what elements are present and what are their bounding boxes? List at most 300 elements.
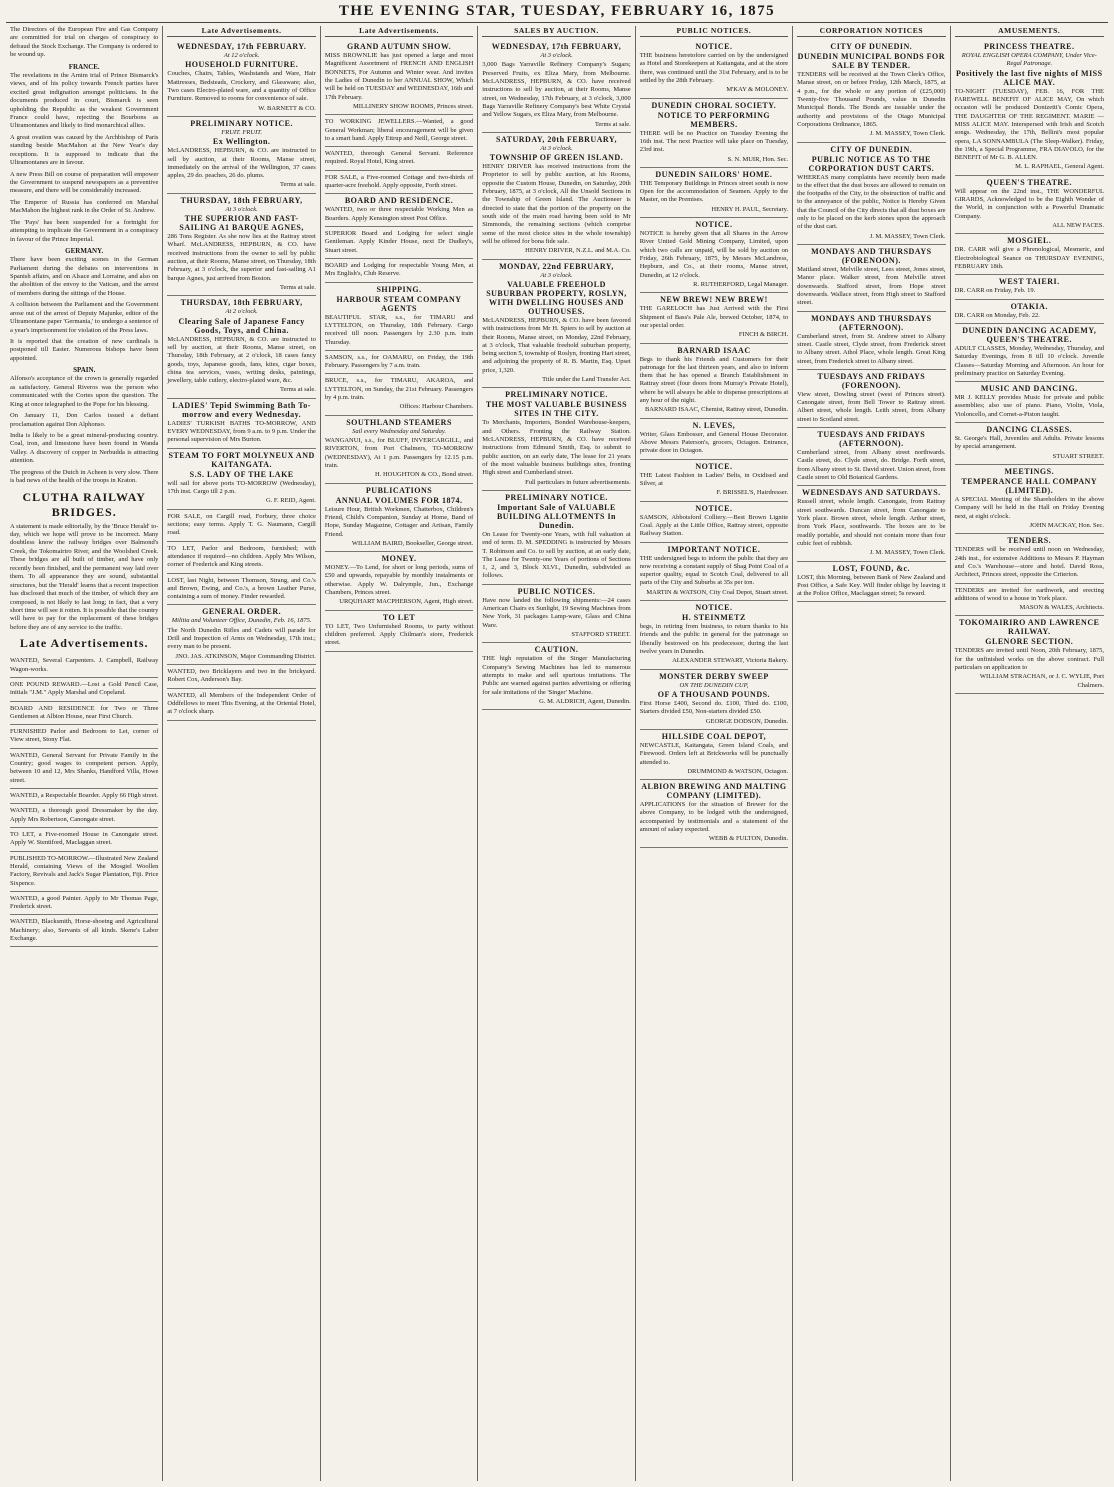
advertisement [325, 374, 473, 415]
ad-signature: FINCH & BIRCH. [738, 331, 789, 339]
ad-title: SATURDAY, 20th FEBRUARY, [496, 134, 617, 144]
ad-subtitle: DUNEDIN MUNICIPAL BONDS FOR SALE BY TENDER. [797, 52, 946, 70]
classified-ad [10, 702, 158, 726]
classified-ad [10, 678, 158, 702]
ad-subtitle: HARBOUR STEAM COMPANY AGENTS [336, 294, 462, 313]
ad-title: THURSDAY, 18th FEBRUARY, [180, 298, 303, 308]
advertisement [325, 227, 473, 259]
late-ads-heading: Late Advertisements. [19, 636, 149, 651]
advertisement [167, 542, 315, 574]
ad-signature: MASON & WALES, Architects. [1019, 604, 1104, 612]
advertisement [640, 730, 788, 780]
ad-tagline: At 12 o'clock. [223, 52, 260, 59]
ad-list [325, 40, 473, 652]
column-heading: PUBLIC NOTICES. [640, 26, 788, 37]
advertisement [955, 234, 1104, 275]
ad-tagline: At 3 o'clock. [540, 144, 573, 152]
ad-signature: Full particulars in future advertisements. [525, 478, 631, 486]
advertisement [325, 351, 473, 375]
ad-signature: WILLIAM BAIRD, Bookseller, George street. [351, 539, 474, 547]
advertisement [955, 616, 1104, 694]
ad-title: DUNEDIN CHORAL SOCIETY. [651, 100, 777, 110]
classified-ad [10, 828, 158, 852]
advertisement [640, 293, 788, 343]
ad-signature: MARTIN & WATSON, City Coal Depot, Stuart street. [646, 588, 789, 596]
advertisement [640, 543, 788, 602]
late-ads-list [10, 654, 158, 947]
ad-tagline: ROYAL ENGLISH OPERA COMPANY, Under Vice-Regal Patronage. [961, 52, 1097, 68]
ad-signature: F. BRISSEL'S, Hairdresser. [716, 489, 789, 497]
clutha-article: A statement is made editorially, by the 'Bruce Herald' to-day, which we hope will prove to be incorrect. Many doubtless know the railway bridges over Balmond's Creek, the Tokomairiro River, and the Woolshed Creek. These bridges are all built of timber, and have only recently been finished, and the permanent way laid over them. To all appearance they are sound, substantial structures, but the 'Herald' learns that a recent inspection has disclosed that much of the timber, of which they are composed, is not likely to last long; in fact, that a very short time will see it rotten. It is possible that the country will have to pay for the replacement of these bridges before they are of any service to the traffic. [10, 522, 159, 631]
classified-ad [10, 915, 158, 947]
advertisement [325, 259, 473, 283]
advertisement [640, 218, 788, 293]
ad-title: MONDAY, 22nd FEBRUARY, [499, 261, 614, 271]
ad-list [797, 40, 945, 602]
ad-body: THE high reputation of the Singer Manufacturing Company's Sewing Machines has led to numerous attempts to make and sell spurious imitations. The Public are warned against parties advertising or offering for sale imitations of the 'Singer' Machine. [482, 655, 631, 696]
ad-title: OTAKIA. [1010, 301, 1048, 311]
advertisement [482, 491, 630, 585]
ad-title: MOSGIEL. [1007, 236, 1052, 246]
ad-signature: W. BARNETT & CO. [258, 104, 316, 112]
newspaper-title: THE EVENING STAR, TUESDAY, FEBRUARY 16, 1875 [338, 3, 776, 19]
ad-signature: ALL NEW FACES. [1052, 222, 1104, 229]
ad-tagline: At 3 o'clock. [540, 271, 573, 279]
ad-tagline: ON THE DUNEDIN CUP, [679, 681, 749, 689]
ad-title: PRELIMINARY NOTICE. [505, 492, 608, 502]
ad-body: 286 Tons Register. As she now lies at the Rattray street Wharf. McLANDRESS, HEPBURN, & CO. have received instructions from the owner to sell by public auction, at their Rooms, Manse street, on Thursday, 18th February, at 3 o'clock, the superior and fast-sailing A1 barque Agnes, just arrived from Boston. [167, 233, 316, 282]
ad-title: TOKOMAIRIRO AND LAWRENCE RAILWAY. [959, 618, 1100, 637]
ad-tagline: Sail every Wednesday and Saturday. [352, 427, 447, 435]
ad-body: APPLICATIONS for the situation of Brewer for the above Company, to be lodged with the undersigned, accompanied by testimonials and a statement of the amount of salary expected. [639, 801, 789, 834]
ad-body: WHEREAS many complaints have recently been made to the effect that the dust boxes are allowed to remain on the footpaths of the City, to the obstruction of traffic and to the annoyance of the public, Notice is Hereby Given that the Council of the City directs that all dust boxes are only to be placed on the kerb stones upon the approach of the dust cart. [797, 173, 946, 231]
ad-text: WANTED, a thorough good Dressmaker by the day. Apply Mrs Robertson, Canongate street. [10, 807, 159, 823]
ad-body: Maitland street, Melville street, Lees street, Jones street, Manor place. Walker street, from Melville street downwards. Stafford street, from Hope street downwards. Wallace street, from High street to Stafford street. [797, 266, 946, 307]
ad-title: GRAND AUTUMN SHOW. [347, 42, 452, 51]
ad-subtitle: HOUSEHOLD FURNITURE. [185, 60, 299, 70]
ad-title: MONDAYS AND THURSDAYS (FORENOON). [811, 247, 932, 265]
ad-signature: Terms at sale. [280, 181, 316, 189]
section-france: FRANCE. [68, 62, 100, 71]
ad-title: PUBLIC NOTICES. [517, 586, 596, 596]
advertisement [325, 611, 473, 652]
ad-list [640, 40, 788, 848]
ad-signature: Title under the Land Transfer Act. [542, 376, 631, 384]
ad-body: THE business heretofore carried on by the undersigned as Hotel and Storekeepers at Kaitangata, and at the store there, was continued until the 31st February, and is to be settled by the 28th February. [639, 52, 789, 84]
news-paragraph: The 'Pays' has been suspended for a fortnight for attempting to implicate the Government in a conspiracy in favour of the Prince Imperial. [10, 218, 159, 243]
advertisement [167, 574, 315, 606]
column-2 [163, 26, 320, 1481]
ad-body: DR. CARR will give a Phrenological, Mesmeric, and Electrobiological Seance on THURSDAY EVENING, FEBRUARY 18th. [954, 246, 1104, 270]
ad-text: FURNISHED Parlor and Bedroom to Let, corner of View street, Stony Flat. [10, 728, 159, 744]
ad-subtitle: THE SUPERIOR AND FAST-SAILING A1 BARQUE AGNES, [179, 214, 304, 233]
advertisement [797, 40, 945, 143]
ad-signature: MILLINERY SHOW ROOMS, Princes street. [353, 102, 474, 110]
ad-body: McLANDRESS, HEPBURN, & CO. have been favored with instructions from Mr H. Spiers to sell by auction at their Rooms, Manse street, on Monday, 22nd February, at 3 o'clock, That valuable freehold suburban property, being section 5, township of Roslyn, fronting Hart street, and adjoining the property of R. B. Martin, Esq. Upset price, 1,320. [482, 316, 631, 374]
ad-tagline: At 2 o'clock. [225, 308, 258, 316]
ad-body: THE Temporary Buildings in Princes street south is now Open for the accommodation of Seamen. Apply to the Master, on the Premises. [639, 179, 789, 204]
ad-subtitle: VALUABLE FREEHOLD SUBURBAN PROPERTY, ROSLYN, WITH DWELLING HOUSES AND OUTHOUSES. [486, 279, 627, 316]
ad-signature: BARNARD ISAAC, Chemist, Rattray street, Dunedin. [644, 406, 789, 414]
advertisement [482, 260, 630, 389]
advertisement [955, 300, 1104, 324]
ad-body: BOARD and Lodging for respectable Young Men, at Mrs English's, Club Reserve. [324, 261, 474, 278]
advertisement [167, 194, 315, 297]
advertisement [955, 176, 1104, 235]
ad-signature: H. HOUGHTON & CO., Bond street. [375, 471, 474, 479]
ad-signature: Terms at sale. [280, 283, 316, 291]
ad-subtitle: NOTICE TO PERFORMING MEMBERS. [657, 110, 771, 129]
advertisement [167, 40, 315, 117]
ad-body: View street, Dowling street (west of Princes street). Canongate street, from Bell Tower to Rattray street. Albert street, whole length. Leith street, from Albany street to Scotland street. [797, 390, 946, 423]
advertisement [955, 324, 1104, 382]
news-paragraph: There have been exciting scenes in the German Parliament during the debates on interventions in Spanish affairs, and on Alsace and Lorraine, and also on the abolition of the envoy to the Vatican, and the arrest of members during the sittings of the House. [10, 256, 159, 297]
news-paragraph: The revelations in the Arnim trial of Prince Bismarck's views, and of his policy towards French parties have excited great indignation amongst politicians. In the documents produced in court, Bismarck is seen upholding the Republic as the weakest Government France could have, rejecting the Bourbons as Ultramontanes and likely to find monarchical allies. [10, 71, 159, 130]
advertisement [955, 382, 1104, 423]
advertisement [955, 275, 1104, 299]
advertisement [325, 40, 473, 115]
ad-title: NOTICE. [695, 603, 733, 613]
ad-body: McLANDRESS, HEPBURN, & CO. are instructed to sell by auction, at their Rooms, Manse street, immediately on the arrival of the Wellington, 37 cases apples, 29 do. peaches, 26 do. plums. [167, 147, 316, 180]
ad-title: TO LET [382, 612, 416, 622]
ad-subtitle: S.S. LADY OF THE LAKE [189, 469, 294, 479]
ad-body: WANTED, all Members of the Independent Order of Oddfellows to meet This Evening, at the Oriental Hotel, at 7 o'clock sharp. [167, 691, 316, 716]
column-7 [951, 26, 1108, 1481]
news-paragraph: Alfonso's acceptance of the crown is generally regarded as satisfactory. General Riveros was the person who communicated with the Cortes upon the question. The King at once telegraphed to the Pope for his blessing. [10, 375, 159, 408]
ad-title: CAUTION. [534, 645, 579, 655]
ad-body: THE undersigned begs to inform the public that they are now receiving a constant supply of Shag Point Coal of a superior quality, equal to Scotch Coal, delivered to all parts of the City and Suburbs at 35s per ton. [639, 554, 789, 587]
ad-title: PRINCESS THEATRE. [984, 42, 1075, 51]
ad-text: WANTED, Blacksmith, Horse-shoeing and Agricultural Machinery; also, Servants of all kinds. Skene's Labor Exchange. [10, 918, 159, 943]
ad-subtitle: H. STEINMETZ [682, 613, 746, 623]
advertisement [640, 99, 788, 168]
ad-signature: HENRY H. PAUL, Secretary. [711, 205, 789, 213]
ad-body: St. George's Hall, Juveniles and Adults. Private lessons by special arrangement. [954, 435, 1104, 451]
ad-list [167, 40, 315, 721]
advertisement [482, 585, 630, 644]
advertisement [325, 147, 473, 171]
advertisement [640, 502, 788, 543]
ad-body: TO LET, Parlor and Bedroom, furnished; with attendance if required—no children. Apply Mrs Wilson, corner of Frederick and King streets. [167, 544, 316, 569]
ad-signature: S. N. MUIR, Hon. Sec. [727, 155, 789, 163]
advertisement [955, 465, 1104, 534]
classified-ad [10, 789, 158, 804]
ad-title: TUESDAYS AND FRIDAYS (FORENOON). [817, 371, 926, 390]
ad-body: Cumberland street, from Albany street northwards. Castle street, do. Clyde street, do. Bridge. Forth street, from Albany street to St. David street. Union street, from Castle street to Old Botanical Gardens. [797, 449, 946, 481]
ad-signature: Terms at sale. [594, 120, 631, 128]
ad-signature: WILLIAM STRACHAN, or J. C. WYLIE, Port Chalmers. [979, 673, 1104, 689]
ad-body: First Horse £400, Second do. £100, Third do. £100, Starters divided £50, Non-starters divided £50. [639, 699, 789, 716]
ad-title: CITY OF DUNEDIN. [830, 144, 913, 154]
ad-title: DUNEDIN SAILORS' HOME. [655, 169, 773, 179]
ad-signature: STUART STREET. [1052, 452, 1104, 460]
ad-text: PUBLISHED TO-MORROW.—Illustrated New Zealand Herald, containing Views of the Mosgiel Woollen Factory, Revivals and Jack's Sugar Plantation, Fiji. Price Sixpence. [10, 854, 159, 887]
ad-body: FOR SALE, on Cargill road, Forbury, three choice sections; easy terms. Apply T. G. Naumann, Cargill road. [167, 512, 316, 537]
advertisement [167, 399, 315, 449]
ad-body: SAMSON, s.s., for OAMARU, on Friday, the 19th February. Passengers by 7 a.m. train. [324, 353, 474, 370]
ad-title: IMPORTANT NOTICE. [667, 544, 761, 554]
advertisement [325, 552, 473, 611]
ad-signature: JNO. JAS. ATKINSON, Major Commanding District. [175, 652, 316, 660]
column-heading: AMUSEMENTS. [955, 26, 1104, 37]
ad-title: CITY OF DUNEDIN. [830, 42, 913, 51]
advertisement [797, 245, 945, 312]
ad-body: Couches, Chairs, Tables, Washstands and Ware, Hair Mattresses, Bedsteads, Crockery, and Glassware; also, Two cases Electro-plated ware, and a quantity of Office Furniture. Removed to rooms for convenience of sale. [167, 70, 316, 103]
ad-title: HILLSIDE COAL DEPOT, [661, 731, 767, 741]
ad-title: WEST TAIERI. [998, 277, 1060, 287]
advertisement [955, 40, 1104, 176]
ad-body: Russell street, whole length. Canongate, from Rattray street southwards. Duncan street, from Canongate to York place. Brown street, whole length. Arthur street, from York Place, southwards. The boxes are to be readily portable, and should not contain more than four cubic feet of rubbish. [797, 498, 946, 547]
ad-title: PUBLICATIONS [365, 485, 433, 495]
columns [6, 26, 1108, 1481]
advertisement [482, 133, 630, 260]
ad-signature: M. L. RAPHAEL, General Agent. [1015, 163, 1104, 171]
ad-body: The North Dunedin Rifles and Cadets will parade for Drill and Inspection of Arms on Wednesday, 17th inst.; every man to be present. [167, 626, 316, 651]
ad-body: MR J. KELLY provides Music for private and public assemblies; also use of piano. Piano, Violin, Viola, Violoncello, and Cornet-a-Piston taught. [954, 394, 1104, 418]
news-paragraph: The progress of the Dutch in Acheen is very slow. There is bad news of the health of the troops in Kraton. [10, 468, 159, 485]
advertisement [640, 780, 788, 848]
ad-list [482, 40, 630, 710]
ad-text: WANTED, a good Painter. Apply to Mr Thomas Page, Frederick street. [10, 894, 159, 911]
ad-subtitle: TEMPERANCE HALL COMPANY (LIMITED). [961, 477, 1098, 495]
ad-body: WANGANUI, s.s., for BLUFF, INVERCARGILL, and RIVERTON, from Port Chalmers, TO-MORROW (WEDNESDAY), At 1 p.m. Passengers by 12.15 p.m. train. [324, 437, 474, 469]
ad-subtitle: BARNARD ISAAC [677, 345, 751, 355]
advertisement [167, 665, 315, 689]
ad-subtitle: Clearing Sale of Japanese Fancy Goods, Toys, and China. [178, 316, 305, 335]
advertisement [640, 168, 788, 218]
ad-signature: STAFFORD STREET. [571, 631, 631, 638]
ad-title: MONSTER DERBY SWEEP [659, 671, 769, 681]
ad-body: DR. CARR on Monday, Feb. 22. [954, 311, 1040, 319]
ad-body: Cumberland street, from St. Andrew street to Albany street. Castle street, Clyde street, from Frederick street to Albany street. Athol Place, whole length. Great King street, from Frederick street to Albany street. [797, 332, 946, 365]
ad-body: THE Latest Fashion in Ladies' Belts, in Oxidised and Silver, at [639, 471, 789, 487]
advertisement [482, 643, 630, 710]
column-4 [478, 26, 635, 1481]
ad-title: NOTICE. [695, 220, 733, 230]
ad-tagline: FRUIT. FRUIT. [221, 128, 262, 136]
ad-text: WANTED, General Servant for Private Family in the Country; good wages to competent person. Apply, between 10 and 12, Mrs Shanks, Handford Villa, Howe street. [10, 751, 159, 784]
ad-title: DANCING CLASSES. [986, 425, 1073, 435]
news-paragraph: It is reported that the creation of new cardinals is postponed till Easter. Numerous bishops have been appointed. [10, 338, 159, 362]
ad-signature: G. M. ALDRICH, Agent, Dunedin. [539, 697, 631, 705]
ad-title: MEETINGS. [1004, 467, 1055, 476]
ad-body: TO WORKING JEWELLERS.—Wanted, a good General Workman; liberal encouragement will be given to a smart hand. Apply Ettrup and Neill, George street. [324, 118, 474, 142]
ad-tagline: Militia and Volunteer Office, Dunedin, Feb. 16, 1875. [171, 617, 312, 625]
ad-text: WANTED, Several Carpenters. J. Campbell, Railway Wagon-works. [10, 657, 159, 673]
advertisement [167, 510, 315, 542]
advertisement [167, 296, 315, 399]
advertisement [325, 416, 473, 484]
advertisement [640, 419, 788, 460]
advertisement [325, 194, 473, 227]
advertisement [640, 670, 788, 730]
ad-body: NOTICE is hereby given that all Shares in the Arrow River United Gold Mining Company, Limited, upon which two calls are unpaid, will be sold by auction on Friday, 26th February, 1875, by Messrs McLandress, Hepburn, and Co., at their rooms, Manse street, Dunedin, at 12 o'clock. [639, 230, 789, 279]
news-paragraph: A collision between the Parliament and the Government arose out of the arrest of Deputy Majunke, editor of the Ultramontane paper 'Germania,' to undergo a sentence of a year's imprisonment for violation of the Press laws. [10, 301, 159, 334]
ad-tagline: At 3 o'clock. [540, 52, 573, 59]
column-1 [6, 26, 163, 1481]
ad-signature: G. F. REID, Agent. [265, 497, 316, 505]
ad-title: SOUTHLAND STEAMERS [346, 417, 452, 427]
ad-tagline: At 3 o'clock. [225, 205, 258, 213]
ad-body: TENDERS are invited for earthwork, and erecting additions of wood to a house in York place. [954, 586, 1104, 602]
ad-subtitle: PUBLIC NOTICE AS TO THE CORPORATION DUST CARTS. [808, 154, 935, 173]
ad-subtitle: ANNUAL VOLUMES FOR 1874. [335, 495, 463, 505]
ad-signature: HENRY DRIVER, N.Z.L. and M.A. Co. [525, 247, 631, 255]
ad-body: HENRY DRIVER has received instructions from the Proprietor to sell by public auction, at his Rooms, opposite the Custom House, Dunedin, on Saturday, 20th February, 1875, at 3 o'clock, All the Unsold Sections in the Township of Green Island. The Auctioneer is directed to state that the portion of the property on the south side of the main road having been sold to Mr Simmonds, the remaining sections (which comprise some of the most choice sites in the whole township) will be offered for bona fide sale. [482, 163, 631, 245]
ad-body: ADULT CLASSES, Monday, Wednesday, Thursday, and Saturday Evenings, from 8 till 10 o'clock. Juvenile Classes—Saturday Morning and Afternoon. An hour for preliminary practice on Saturday Evening. [954, 344, 1104, 377]
advertisement [955, 534, 1104, 583]
ad-signature: URQUHART MACPHERSON, Agent, High street. [339, 598, 474, 606]
ad-body: Writer, Glass Embosser, and General House Decorator. Above Messrs Paterson's, grocers, Octagon. Entrance, private door in Octagon. [639, 430, 789, 455]
ad-body: LOST, last Night, between Thomson, Strang, and Co.'s and Brown, Ewing, and Co.'s, a brown Leather Purse, containing a sum of money. Finder rewarded. [167, 576, 316, 601]
ad-title: NEW BREW! NEW BREW! [660, 295, 768, 305]
ad-body: WANTED, thorough General Servant. Reference required. Royal Hotel, King street. [324, 150, 474, 166]
ad-body: BRUCE, s.s., for TIMARU, AKAROA, and LYTTELTON, on Sunday, the 21st February. Passengers by 4 p.m. train. [324, 377, 474, 402]
advertisement [955, 584, 1104, 617]
ad-title: GENERAL ORDER. [202, 607, 282, 617]
ad-signature: JOHN MACKAY, Hon. Sec. [1029, 521, 1104, 529]
ad-title: MONDAYS AND THURSDAYS (AFTERNOON). [811, 313, 932, 332]
ad-body: Will appear on the 22nd inst., THE WONDERFUL GIRARDS, Acknowledged to be the Eighth Wonder of the World, in conjunction with a Powerful Dramatic Company. [954, 187, 1104, 220]
ad-title: THURSDAY, 18th FEBRUARY, [180, 195, 303, 205]
ad-body: TENDERS are invited until Noon, 20th February, 1875, for the unfinished works on the above contract. Full particulars on application to [954, 647, 1104, 672]
ad-title: WEDNESDAY, 17th FEBRUARY, [491, 42, 622, 51]
advertisement [797, 312, 945, 370]
advertisement [797, 428, 945, 486]
intro-paragraph: The Directors of the European Fire and Gas Company are committed for trial on charges of conspiracy to defraud the Stock Exchange. The Company is ordered to be wound up. [10, 26, 159, 59]
ad-subtitle: LADIES' Tepid Swimming Bath To-morrow and every Wednesday. [172, 400, 311, 419]
ad-title: TENDERS. [1007, 536, 1052, 546]
advertisement [325, 171, 473, 195]
ad-title: ALBION BREWING AND MALTING COMPANY (LIMITED). [641, 782, 787, 801]
advertisement [640, 460, 788, 502]
advertisement [325, 115, 473, 147]
ad-title: WEDNESDAYS AND SATURDAYS. [802, 488, 941, 498]
masthead [0, 0, 1114, 24]
ad-subtitle: Positively the last five nights of MISS ALICE MAY. [955, 68, 1103, 87]
advertisement [640, 601, 788, 670]
column-heading: Late Advertisements. [325, 26, 473, 37]
news-paragraph: On January 11, Don Carlos issued a defiant proclamation against Don Alphonso. [10, 412, 159, 428]
ad-body: FOR SALE, a Five-roomed Cottage and two-thirds of quarter-acre freehold. Apply opposite, Forth street. [324, 173, 474, 190]
news-paragraph: A new Press Bill on course of preparation will empower the Government to suspend newspapers as a preventive measure, and there will be considerably increased. [10, 170, 159, 195]
section-germany: GERMANY. [65, 247, 104, 256]
ad-body: SAMSON, Abbotsford Colliery.—Best Brown Lignite Coal. Apply at the Little Office, Rattray street, opposite Railway Station. [639, 513, 789, 538]
ad-subtitle: THE MOST VALUABLE BUSINESS SITES IN THE CITY. [485, 400, 628, 419]
advertisement [955, 423, 1104, 465]
advertisement [797, 562, 945, 603]
ad-signature: J. M. MASSEY, Town Clerk. [869, 232, 946, 240]
ad-title: LOST, FOUND, &c. [832, 563, 911, 573]
ad-body: Begs to thank his Friends and Customers for their patronage for the last thirteen years, and also to inform them that he has opened a Branch Establishment in Rattray street (four doors from Murray's Private Hotel), where he will always be able to dispense prescriptions at any hour of the night. [639, 355, 789, 405]
advertisement [482, 388, 630, 491]
column-heading: SALES BY AUCTION. [482, 26, 630, 37]
advertisement [640, 40, 788, 99]
ad-body: Leisure Hour, British Workmen, Chatterbox, Children's Friend, Child's Companion, Sunday at Home, Band of Hope, Sunday Magazine, Cottager and Artisan, Family Friend. [324, 505, 474, 538]
column-5 [636, 26, 793, 1481]
ad-title: QUEEN'S THEATRE. [986, 177, 1073, 187]
ad-signature: DRUMMOND & WATSON, Octagon. [687, 767, 789, 775]
ad-body: begs, in retiring from business, to return thanks to his friends and the public in general for the patronage so liberally bestowed on his predecessor, during the last twelve years in Dunedin. [639, 623, 789, 655]
ad-body: MISS BROWNLIE has just opened a large and most Magnificent Assortment of FRENCH AND ENGLISH BONNETS, For Autumn and Winter wear. And invites the Ladies of Dunedin to her ANNUAL SHOW, Which will be held on TUESDAY and WEDNESDAY, 16th and 17th February. [324, 52, 474, 101]
advertisement [167, 449, 315, 510]
ad-signature: R. RUTHERFORD, Legal Manager. [693, 280, 789, 288]
ad-body: McLANDRESS, HEPBURN, & CO. are instructed to sell by auction, at their Rooms, Manse street, on Thursday, 18th February, at 2 o'clock, 18 cases fancy goods, toys, Japanese goods, fans, kites, cigar boxes, china tea services, vases, writing desks, paintings, jewellery, table cutlery, electro-plated ware, &c. [167, 335, 316, 385]
ad-subtitle: OF A THOUSAND POUNDS. [657, 689, 771, 699]
advertisement [167, 605, 315, 665]
classified-ad [10, 725, 158, 749]
ad-subtitle: Ex Wellington. [212, 137, 271, 147]
ad-subtitle: Important Sale of VALUABLE BUILDING ALLOTMENTS In Dunedin. [496, 502, 616, 530]
ad-body: WANTED, two or three respectable Working Men as Boarders. Apply Kensington street Post Office. [324, 206, 474, 222]
column-heading: CORPORATION NOTICES [797, 26, 945, 37]
ad-title: TUESDAYS AND FRIDAYS (AFTERNOON). [817, 430, 926, 449]
advertisement [797, 486, 945, 561]
ad-list [955, 40, 1104, 694]
ad-subtitle: N. LEVES, [692, 420, 736, 430]
ad-body: SUPERIOR Board and Lodging for select single Gentleman. Apply Kinder House, next Dr Dudley's, Stuart street. [324, 230, 474, 254]
ad-body: On Lease for Twenty-one Years, with full valuation at end of term. D. M. SPEDDING is instructed by Messrs T. Robinson and Co. to sell by auction, at an early date, The Lease for Twenty-one Years of portions of Sections 1, 2, and 3, Block XLVI., Dunedin, subdivided as follows. [482, 530, 631, 580]
ad-body: A SPECIAL Meeting of the Shareholders in the above Company will be held in the Hall on Friday Evening next, at eight o'clock. [954, 496, 1104, 520]
ad-body: TENDERS will be received at the Town Clerk's Office, Manse street, on or before Friday, 12th March, 1875, at 4 p.m., for the whole or any portion of (£25,000) Twenty-five Thousand Pounds, value in Dunedin Municipal Bonds. The Bonds are issuable under the authority and provisions of the Otago Municipal Corporations Ordinance, 1865. [797, 71, 946, 128]
ad-title: NOTICE. [695, 461, 733, 471]
classified-ad [10, 892, 158, 916]
ad-text: TO LET, a Five-roomed House in Canongate street. Apply W. Stentiford, Maclaggan street. [10, 830, 159, 847]
ad-subtitle: GLENORE SECTION. [985, 637, 1074, 647]
ad-title: WEDNESDAY, 17th FEBRUARY. [176, 42, 307, 51]
ad-signature: J. M. MASSEY, Town Clerk. [869, 130, 946, 138]
advertisement [325, 283, 473, 351]
ad-body: BEAUTIFUL STAR, s.s., for TIMARU and LYTTELTON, on Thursday, 18th February. Cargo received till noon. Passengers by 2.30 p.m. train Thursday. [324, 313, 474, 346]
ad-signature: J. M. MASSEY, Town Clerk. [869, 549, 946, 557]
ad-signature: Terms at sale. [280, 386, 316, 394]
masthead-rule [6, 22, 1108, 23]
ad-text: BOARD AND RESIDENCE for Two or Three Gentlemen at Albion House, near First Church. [10, 704, 159, 720]
ad-body: TO-NIGHT (TUESDAY), FEB. 16, FOR THE FAREWELL BENEFIT OF ALICE MAY, On which occasion will be produced Donizetti's Comic Opera, THE DAUGHTER OF THE REGIMENT. MARIE — MISS ALICE MAY. Interspersed with Irish and Scotch songs. Wednesday, the 17th, Bellini's most popular opera, LA SONNAMBULA (The Sleep-Walker). Friday, the 19th, a Special Programme, FRA DIAVOLO, for the BENEFIT of Mr G. B. ALLEN. [954, 87, 1104, 162]
column-6 [793, 26, 950, 1481]
ad-body: LOST, this Morning, between Bank of New Zealand and Post Office, a Safe Key. Will finder oblige by leaving it at the Police Office, Maclaggan street; 5s reward. [797, 573, 946, 598]
ad-body: Have now landed the following shipments:—24 cases American Chairs ex Sunlight, 19 Sewing Machines from New York, 31 packages Lamp-ware, Glass and China Ware. [482, 596, 631, 629]
advertisement [482, 40, 630, 133]
ad-body: WANTED, two Bricklayers and two in the brickyard. Robert Cox, Anderson's Bay. [167, 668, 316, 684]
ad-title: STEAM TO FORT MOLYNEUX AND KAITANGATA. [168, 450, 315, 469]
ad-body: TO LET, Two Unfurnished Rooms, to party without children preferred. Apply Chilman's store, Frederick street. [324, 622, 474, 647]
ad-subtitle: TOWNSHIP OF GREEN ISLAND. [489, 153, 624, 163]
column-3 [321, 26, 478, 1481]
ad-signature: M'KAY & MOLONEY. [726, 86, 789, 94]
classified-ad [10, 804, 158, 828]
ad-title: NOTICE. [695, 503, 733, 513]
classified-ad [10, 654, 158, 678]
ad-body: THERE will be no Practice on Tuesday Evening the 16th inst. The next Practice will take place on Tuesday, 23rd inst. [639, 129, 789, 154]
advertisement [167, 117, 315, 194]
ad-text: ONE POUND REWARD.—Lost a Gold Pencil Case, initials "J.M." Apply Marshal and Copeland. [10, 680, 159, 697]
ad-title: DUNEDIN DANCING ACADEMY, QUEEN'S THEATRE. [962, 325, 1097, 344]
ad-title: MONEY. [381, 554, 417, 564]
ad-body: TENDERS will be received until noon on Wednesday, 24th inst., for extensive Additions to Messrs P. Hayman and Co.'s Warehouse—store and hotel. David Ross, Architect, Princes street, opposite the Criterion. [954, 546, 1104, 579]
advertisement [797, 370, 945, 428]
advertisement [797, 143, 945, 246]
advertisement [640, 344, 788, 419]
clutha-heading: CLUTHA RAILWAY BRIDGES. [22, 489, 146, 519]
section-spain: SPAIN. [73, 366, 96, 375]
ad-body: NEWCASTLE, Kaitangata, Green Island Coals, and Firewood. Orders left at Brickworks will be punctually attended to. [639, 741, 789, 766]
news-paragraph: A great ovation was caused by the Archbishop of Paris standing beside MacMahon at the New Year's day receptions. It is supposed to indicate that the Ultramontanes are in favour. [10, 133, 159, 167]
ad-signature: GEORGE DODSON, Dunedin. [705, 717, 789, 725]
ad-title: PRELIMINARY NOTICE. [190, 118, 293, 128]
ad-title: PRELIMINARY NOTICE. [505, 390, 608, 400]
ad-body: MONEY.—To Lend, for short or long periods, sums of £50 and upwards, repayable by monthly instalments or otherwise. Apply W. Dalrymple, Jun., Exchange Chambers, Princes street. [324, 564, 474, 597]
